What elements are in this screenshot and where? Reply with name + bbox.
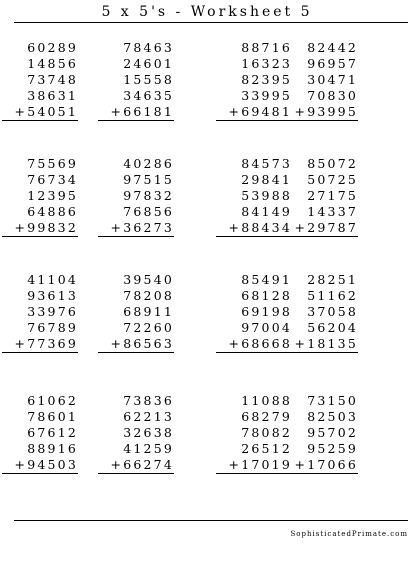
last-addend-with-plus: +66274 xyxy=(98,457,174,474)
addition-problem xyxy=(282,272,358,353)
addend: 41104 xyxy=(27,272,78,287)
addition-problem xyxy=(216,156,292,237)
addend: 33995 xyxy=(241,88,292,103)
last-addend-with-plus: +29787 xyxy=(282,220,358,237)
addend: 82395 xyxy=(241,72,292,87)
addend: 41259 xyxy=(123,441,174,456)
last-addend-with-plus: +88434 xyxy=(216,220,292,237)
last-addend-with-plus: +69481 xyxy=(216,104,292,121)
last-addend-with-plus: +66181 xyxy=(98,104,174,121)
addend: 53988 xyxy=(241,188,292,203)
addend: 95702 xyxy=(307,425,358,440)
addition-problem xyxy=(216,393,292,474)
addend: 97004 xyxy=(241,320,292,335)
addend: 68911 xyxy=(123,304,174,319)
addend: 40286 xyxy=(123,156,174,171)
last-addend-with-plus: +17066 xyxy=(282,457,358,474)
last-addend-with-plus: +94503 xyxy=(2,457,78,474)
addend: 62213 xyxy=(123,409,174,424)
addend: 97832 xyxy=(123,188,174,203)
addend: 82503 xyxy=(307,409,358,424)
last-addend-with-plus: +36273 xyxy=(98,220,174,237)
addend: 72260 xyxy=(123,320,174,335)
addend: 60289 xyxy=(27,40,78,55)
addend: 37058 xyxy=(307,304,358,319)
addend: 12395 xyxy=(27,188,78,203)
addend: 93613 xyxy=(27,288,78,303)
addend: 16323 xyxy=(241,56,292,71)
addend: 14337 xyxy=(307,204,358,219)
bottom-divider xyxy=(14,520,408,521)
last-addend-with-plus: +93995 xyxy=(282,104,358,121)
last-addend-with-plus: +68668 xyxy=(216,336,292,353)
addend: 88916 xyxy=(27,441,78,456)
addend: 64886 xyxy=(27,204,78,219)
last-addend-with-plus: +54051 xyxy=(2,104,78,121)
addition-problem xyxy=(2,156,78,237)
addend: 69198 xyxy=(241,304,292,319)
addend: 82442 xyxy=(307,40,358,55)
addend: 78208 xyxy=(123,288,174,303)
addition-problem xyxy=(282,40,358,121)
last-addend-with-plus: +77369 xyxy=(2,336,78,353)
addend: 38631 xyxy=(27,88,78,103)
addend: 50725 xyxy=(307,172,358,187)
addend: 39540 xyxy=(123,272,174,287)
worksheet-title: 5 x 5's - Worksheet 5 xyxy=(101,4,313,20)
addend: 84573 xyxy=(241,156,292,171)
addend: 73150 xyxy=(307,393,358,408)
addend: 85072 xyxy=(307,156,358,171)
last-addend-with-plus: +18135 xyxy=(282,336,358,353)
addition-problem xyxy=(282,156,358,237)
addition-problem xyxy=(216,272,292,353)
addend: 68279 xyxy=(241,409,292,424)
addend: 76856 xyxy=(123,204,174,219)
addend: 33976 xyxy=(27,304,78,319)
addend: 61062 xyxy=(27,393,78,408)
footer-credit: SophisticatedPrimate.com xyxy=(290,530,408,538)
last-addend-with-plus: +17019 xyxy=(216,457,292,474)
addend: 11088 xyxy=(241,393,292,408)
addend: 84149 xyxy=(241,204,292,219)
addition-problem xyxy=(282,393,358,474)
addend: 73748 xyxy=(27,72,78,87)
addition-problem xyxy=(2,40,78,121)
addend: 15558 xyxy=(123,72,174,87)
addend: 51162 xyxy=(307,288,358,303)
addend: 26512 xyxy=(241,441,292,456)
addend: 88716 xyxy=(241,40,292,55)
top-divider xyxy=(14,22,408,23)
addend: 70830 xyxy=(307,88,358,103)
addend: 29841 xyxy=(241,172,292,187)
addition-problem xyxy=(98,272,174,353)
addend: 75569 xyxy=(27,156,78,171)
addition-problem xyxy=(98,156,174,237)
addend: 85491 xyxy=(241,272,292,287)
addition-problem xyxy=(98,393,174,474)
addend: 76789 xyxy=(27,320,78,335)
addition-problem xyxy=(2,393,78,474)
addend: 14856 xyxy=(27,56,78,71)
addend: 30471 xyxy=(307,72,358,87)
addend: 76734 xyxy=(27,172,78,187)
addend: 56204 xyxy=(307,320,358,335)
addend: 96957 xyxy=(307,56,358,71)
addend: 67612 xyxy=(27,425,78,440)
last-addend-with-plus: +99832 xyxy=(2,220,78,237)
addend: 78082 xyxy=(241,425,292,440)
addend: 73836 xyxy=(123,393,174,408)
addition-problem xyxy=(98,40,174,121)
last-addend-with-plus: +86563 xyxy=(98,336,174,353)
addend: 95259 xyxy=(307,441,358,456)
addition-problem xyxy=(2,272,78,353)
addend: 97515 xyxy=(123,172,174,187)
addend: 68128 xyxy=(241,288,292,303)
addend: 28251 xyxy=(307,272,358,287)
addend: 32638 xyxy=(123,425,174,440)
addend: 27175 xyxy=(307,188,358,203)
addend: 78463 xyxy=(123,40,174,55)
addend: 34635 xyxy=(123,88,174,103)
addition-problem xyxy=(216,40,292,121)
addend: 24601 xyxy=(123,56,174,71)
addend: 78601 xyxy=(27,409,78,424)
